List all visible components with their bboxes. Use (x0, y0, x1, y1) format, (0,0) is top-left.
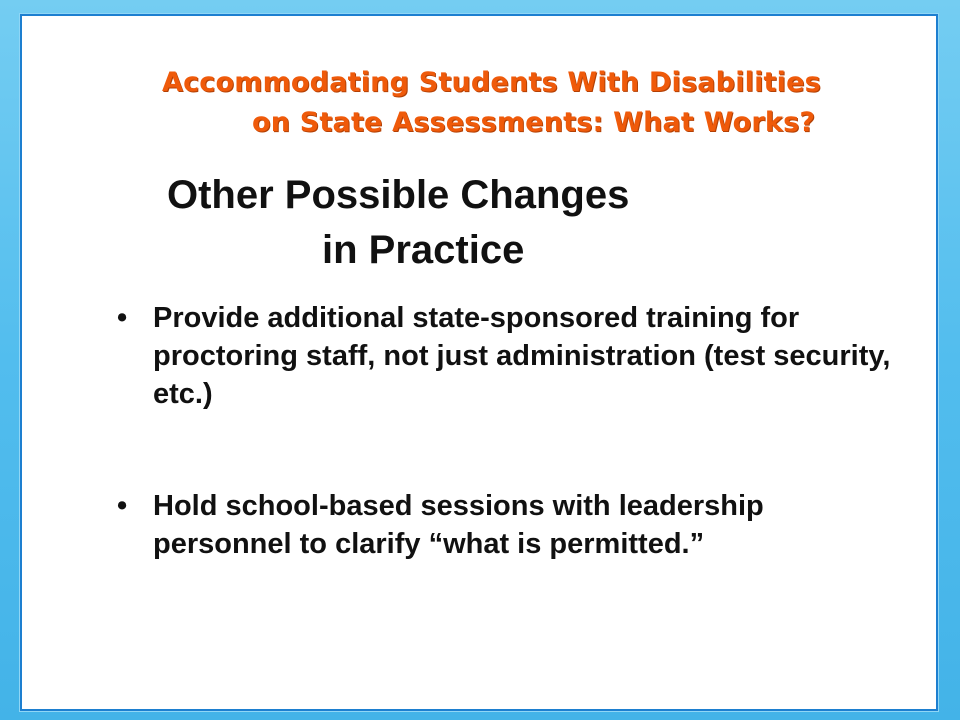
header-title-line-1: Accommodating Students With Disabilities (162, 67, 821, 98)
bullet-item (117, 487, 897, 563)
bullet-text: Provide additional state-sponsored training for proctoring staff, not just administration (test security, etc.) (153, 302, 891, 410)
slide-title-line-1: Other Possible Changes (167, 173, 630, 217)
slide-title-line-2: in Practice (322, 228, 525, 272)
slide-panel (20, 14, 938, 711)
bullet-list (117, 299, 897, 563)
bullet-text: Hold school-based sessions with leadership personnel to clarify “what is permitted.” (153, 490, 764, 560)
bullet-item (117, 299, 897, 413)
bullet-icon: • (117, 490, 128, 522)
header-title-line-2: on State Assessments: What Works? (252, 107, 816, 138)
bullet-icon: • (117, 302, 128, 334)
